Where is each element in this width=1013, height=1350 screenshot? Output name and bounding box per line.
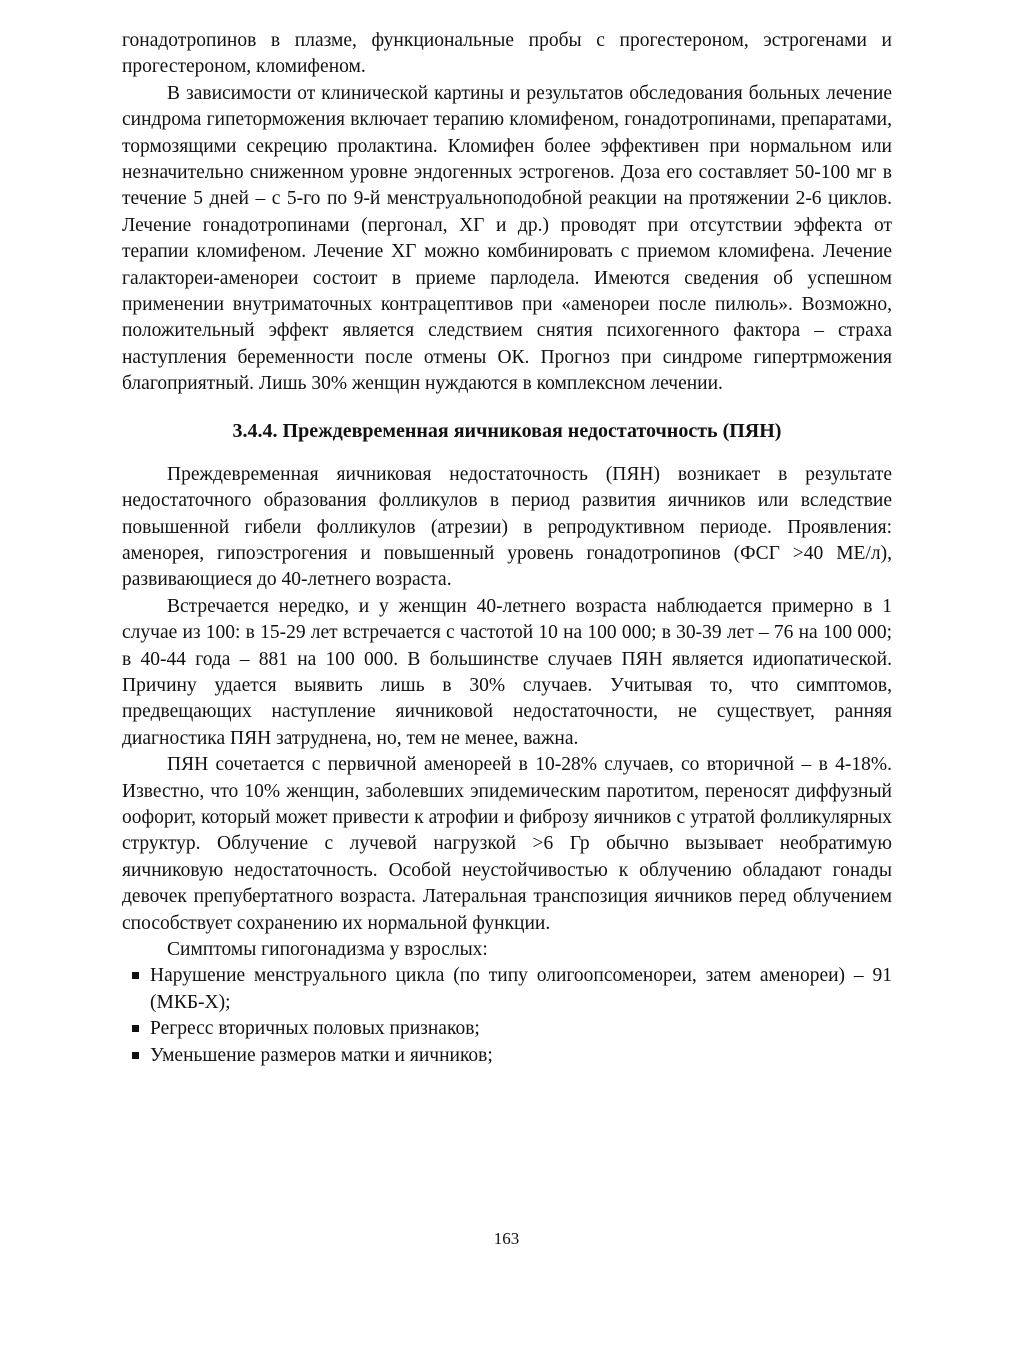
bullet-square-icon	[132, 1052, 139, 1059]
list-item	[122, 1016, 892, 1042]
paragraph-incidence: Встречается нередко, и у женщин 40-летнего возраста наблюдается примерно в 1 случае из 100: в 15-29 лет встречается с частотой 10 на 100 000; в 30-39 лет – 76 на 100 000; в 40-44 года – 881 на 100 000. В большинстве случаев ПЯН является идиопатической. Причину удается выявить лишь в 30% случаев. Учитывая то, что симптомов, предвещающих наступление яичниковой недостаточности, не существует, ранняя диагностика ПЯН затруднена, но, тем не менее, важна.	[122, 595, 892, 749]
paragraph-causes: ПЯН сочетается с первичной аменореей в 10-28% случаев, со вторичной – в 4-18%. Известно, что 10% женщин, заболевших эпидемическим паротитом, переносят диффузный оофорит, который может привести к атрофии и фиброзу яичников с утратой фолликулярных структур. Облучение с лучевой нагрузкой >6 Гр обычно вызывает необратимую яичниковую недостаточность. Особой неустойчивостью к облучению обладают гонады девочек препубертатного возраста. Латеральная транспозиция яичников перед облучением способствует сохранению их нормальной функции.	[122, 754, 892, 934]
bullet-square-icon	[132, 972, 139, 979]
list-item-text: Нарушение менструального цикла (по типу олигоопсоменореи, затем аменореи) – 91 (МКБ-Х);	[150, 965, 892, 1013]
list-item	[122, 1043, 892, 1069]
symptoms-list	[122, 963, 892, 1069]
paragraph-definition: Преждевременная яичниковая недостаточность (ПЯН) возникает в результате недостаточного образования фолликулов в период развития яичников или вследствие повышенной гибели фолликулов (атрезии) в репродуктивном периоде. Проявления: аменорея, гипоэстрогения и повышенный уровень гонадотропинов (ФСГ >40 МЕ/л), развивающиеся до 40-летнего возраста.	[122, 463, 892, 591]
list-item	[122, 963, 892, 1016]
paragraph-symptoms-intro: Симптомы гипогонадизма у взрослых:	[167, 939, 488, 960]
page-number: 163	[493, 1229, 520, 1248]
bullet-square-icon	[132, 1025, 139, 1032]
list-item-text: Регресс вторичных половых признаков;	[150, 1018, 480, 1040]
page-body	[122, 28, 892, 1069]
list-item-text: Уменьшение размеров матки и яичников;	[150, 1044, 493, 1066]
paragraph-treatment: В зависимости от клинической картины и результатов обследования больных лечение синдрома гипеторможения включает терапию кломифеном, гонадотропинами, препаратами, тормозящими секрецию пролактина. Кломифен более эффективен при нормальном или незначительно сниженном уровне эндогенных эстрогенов. Доза его составляет 50-100 мг в течение 5 дней – с 5-го по 9-й менструальноподобной реакции на протяжении 2-6 циклов. Лечение гонадотропинами (пергонал, ХГ и др.) проводят при отсутствии эффекта от терапии кломифеном. Лечение ХГ можно комбинировать с приемом кломифена. Лечение галактореи-аменореи состоит в приеме парлодела. Имеются сведения об успешном применении внутриматочных контрацептивов при «аменореи после пилюль». Возможно, положительный эффект является следствием снятия психогенного фактора – страха наступления беременности после отмены ОК. Прогноз при синдроме гипертрможения благоприятный. Лишь 30% женщин нуждаются в комплексном лечении.	[122, 82, 892, 395]
paragraph-continuation: гонадотропинов в плазме, функциональные пробы с прогестероном, эстрогенами и прогестероном, кломифеном.	[122, 30, 892, 78]
section-heading: 3.4.4. Преждевременная яичниковая недостаточность (ПЯН)	[232, 419, 782, 442]
